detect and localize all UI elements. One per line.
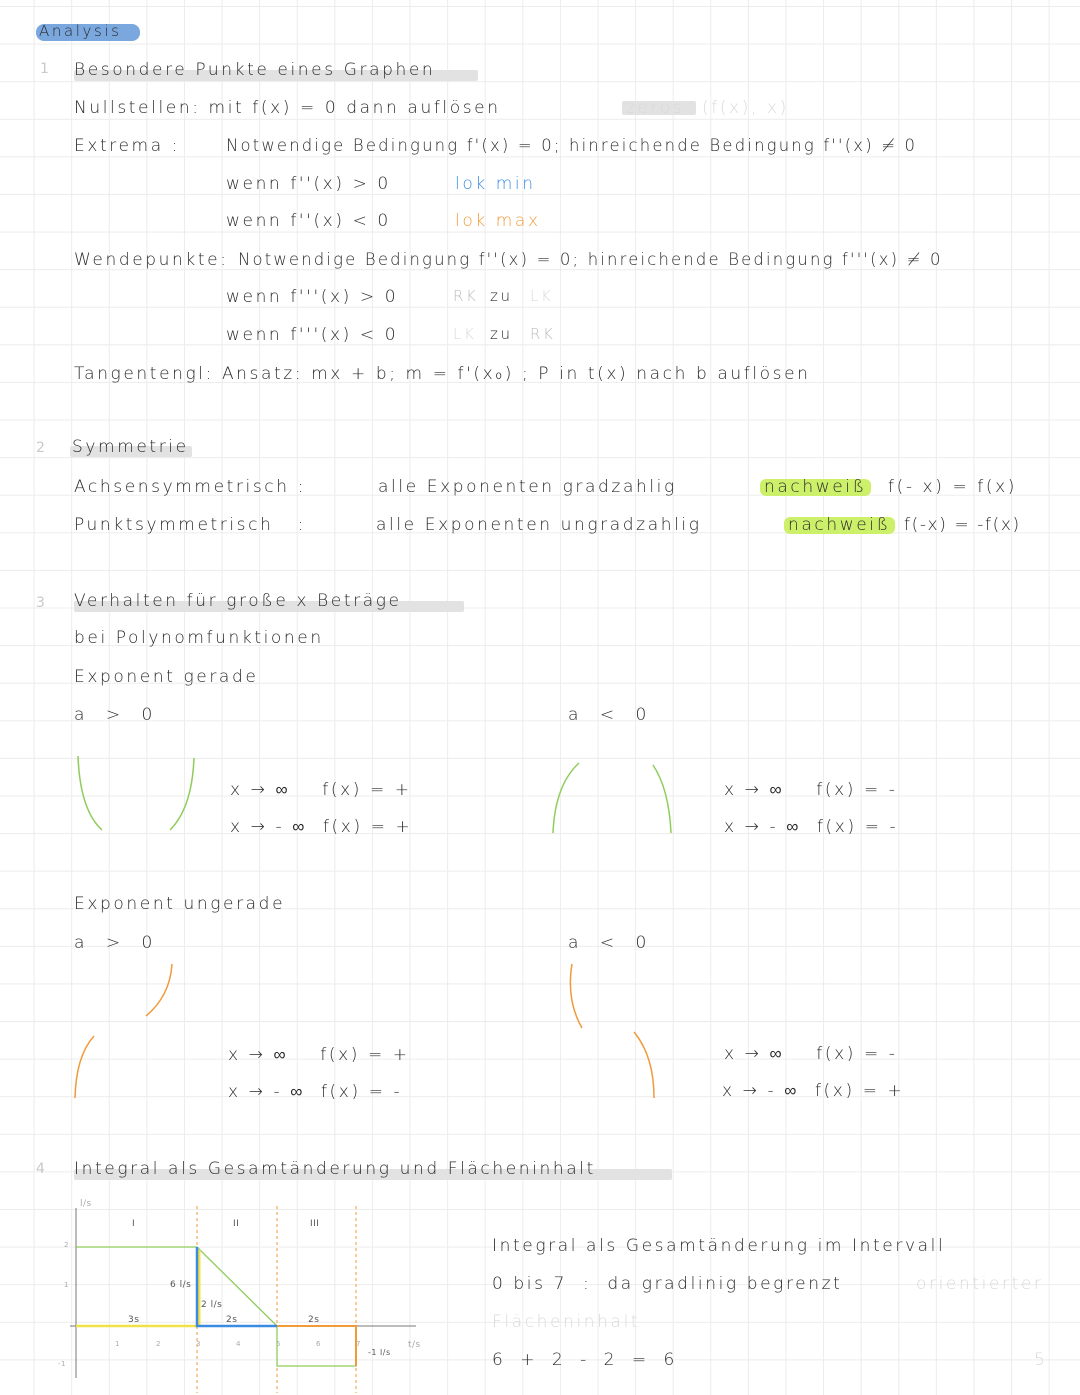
wendepunkte-condition: Notwendige Bedingung f''(x) = 0; hinreichende Bedingung f'''(x) ≠ 0 bbox=[238, 250, 943, 269]
nullstellen-line: Nullstellen: mit f(x) = 0 dann auflösen bbox=[74, 98, 501, 118]
wende-a-lk: LK bbox=[530, 287, 554, 305]
y-tick-neg1: -1 bbox=[58, 1360, 66, 1368]
zeros-hint-args: (f(x), x) bbox=[702, 98, 789, 118]
section-number: 4 bbox=[36, 1161, 45, 1177]
integral-text-2: 0 bis 7 : da gradlinig begrenzt bbox=[492, 1274, 843, 1294]
extrema-min-condition: wenn f''(x) > 0 bbox=[226, 174, 391, 194]
achsen-label: Achsensymmetrisch : bbox=[74, 477, 306, 497]
section-number: 2 bbox=[36, 440, 45, 456]
section-title: Besondere Punkte eines Graphen bbox=[74, 60, 436, 80]
section-title: Verhalten für große x Beträge bbox=[74, 591, 402, 611]
even-pos-limit-1: x → ∞ f(x) = + bbox=[230, 780, 412, 800]
area-label-2s-a: 2s bbox=[226, 1315, 238, 1325]
area-label-3s: 3s bbox=[128, 1315, 140, 1325]
polynom-line: bei Polynomfunktionen bbox=[74, 628, 324, 648]
extrema-max-condition: wenn f''(x) < 0 bbox=[226, 211, 391, 231]
integral-graph bbox=[60, 1198, 440, 1395]
wende-b-zu: zu bbox=[490, 325, 513, 343]
achsen-formula: f(- x) = f(x) bbox=[888, 477, 1018, 497]
x-tick-6: 6 bbox=[316, 1340, 321, 1348]
wende-b-rk: RK bbox=[530, 325, 556, 343]
extrema-condition: Notwendige Bedingung f'(x) = 0; hinreichende Bedingung f''(x) ≠ 0 bbox=[226, 136, 918, 155]
achsen-text: alle Exponenten gradzahlig bbox=[378, 477, 677, 497]
wende-b-lk: LK bbox=[453, 325, 477, 343]
zeros-hint: zeros bbox=[626, 98, 685, 118]
wende-a-condition: wenn f'''(x) > 0 bbox=[226, 287, 399, 307]
even-pos-limit-2: x → - ∞ f(x) = + bbox=[230, 817, 413, 837]
even-neg-limit-1: x → ∞ f(x) = - bbox=[724, 780, 898, 800]
y-axis-label: l/s bbox=[80, 1199, 92, 1209]
a-positive-label-2: a > 0 bbox=[74, 933, 161, 953]
a-negative-label-2: a < 0 bbox=[568, 933, 655, 953]
section-title: Integral als Gesamtänderung und Flächeninhalt bbox=[74, 1159, 596, 1179]
y-tick-2: 2 bbox=[64, 1241, 69, 1249]
achsen-badge: nachweiß bbox=[760, 479, 871, 496]
x-tick-7: 7 bbox=[356, 1340, 361, 1348]
integral-text-1: Integral als Gesamtänderung im Intervall bbox=[492, 1236, 946, 1256]
x-tick-3: 3 bbox=[196, 1340, 201, 1348]
section-number: 1 bbox=[40, 61, 49, 77]
region-label-3: III bbox=[310, 1219, 320, 1229]
integral-calc: 6 + 2 - 2 = 6 bbox=[492, 1350, 681, 1370]
odd-pos-limit-1: x → ∞ f(x) = + bbox=[228, 1045, 410, 1065]
even-positive-graph bbox=[70, 750, 210, 840]
punkt-badge: nachweiß bbox=[784, 517, 895, 534]
integral-text-2-gray: orientierter bbox=[916, 1274, 1044, 1294]
exponent-ungerade: Exponent ungerade bbox=[74, 894, 286, 914]
integral-text-3-gray: Flächeninhalt bbox=[492, 1312, 641, 1332]
punkt-text: alle Exponenten ungradzahlig bbox=[376, 515, 702, 535]
x-tick-4: 4 bbox=[236, 1340, 241, 1348]
a-negative-label: a < 0 bbox=[568, 705, 655, 725]
extrema-max: lok max bbox=[455, 211, 541, 231]
odd-neg-limit-1: x → ∞ f(x) = - bbox=[724, 1044, 898, 1064]
extrema-min: lok min bbox=[455, 174, 536, 194]
section-title: Symmetrie bbox=[72, 437, 189, 457]
odd-negative-graph bbox=[560, 960, 680, 1105]
odd-neg-limit-2: x → - ∞ f(x) = + bbox=[722, 1081, 905, 1101]
x-tick-5: 5 bbox=[276, 1340, 281, 1348]
page-title: Analysis bbox=[39, 22, 122, 40]
even-negative-graph bbox=[545, 755, 685, 845]
region-label-1: I bbox=[132, 1219, 136, 1229]
area-label-2s-b: 2s bbox=[308, 1315, 320, 1325]
wendepunkte-label: Wendepunkte: bbox=[74, 250, 229, 270]
tangente-line: Tangentengl: Ansatz: mx + b; m = f'(x₀) ; P in t(x) nach b auflösen bbox=[74, 364, 811, 384]
a-positive-label: a > 0 bbox=[74, 705, 161, 725]
odd-positive-graph bbox=[70, 960, 190, 1105]
area-label-6ls: 6 l/s bbox=[170, 1280, 192, 1290]
wende-a-rk: RK bbox=[453, 287, 479, 305]
area-label-neg1ls: -1 l/s bbox=[368, 1348, 391, 1357]
x-tick-2: 2 bbox=[156, 1340, 161, 1348]
page-number: 5 bbox=[1034, 1350, 1048, 1370]
wende-a-zu: zu bbox=[490, 287, 513, 305]
extrema-label: Extrema : bbox=[74, 136, 181, 156]
punkt-formula: f(-x) = -f(x) bbox=[904, 515, 1021, 535]
region-label-2: II bbox=[233, 1219, 240, 1229]
wende-b-condition: wenn f'''(x) < 0 bbox=[226, 325, 399, 345]
section-number: 3 bbox=[36, 595, 45, 611]
punkt-label: Punktsymmetrisch : bbox=[74, 515, 306, 535]
x-axis-label: t/s bbox=[408, 1340, 421, 1350]
exponent-gerade: Exponent gerade bbox=[74, 667, 259, 687]
even-neg-limit-2: x → - ∞ f(x) = - bbox=[724, 817, 899, 837]
x-tick-1: 1 bbox=[115, 1340, 120, 1348]
y-tick-1: 1 bbox=[64, 1281, 69, 1289]
area-label-2ls: 2 l/s bbox=[201, 1300, 223, 1310]
odd-pos-limit-2: x → - ∞ f(x) = - bbox=[228, 1082, 403, 1102]
